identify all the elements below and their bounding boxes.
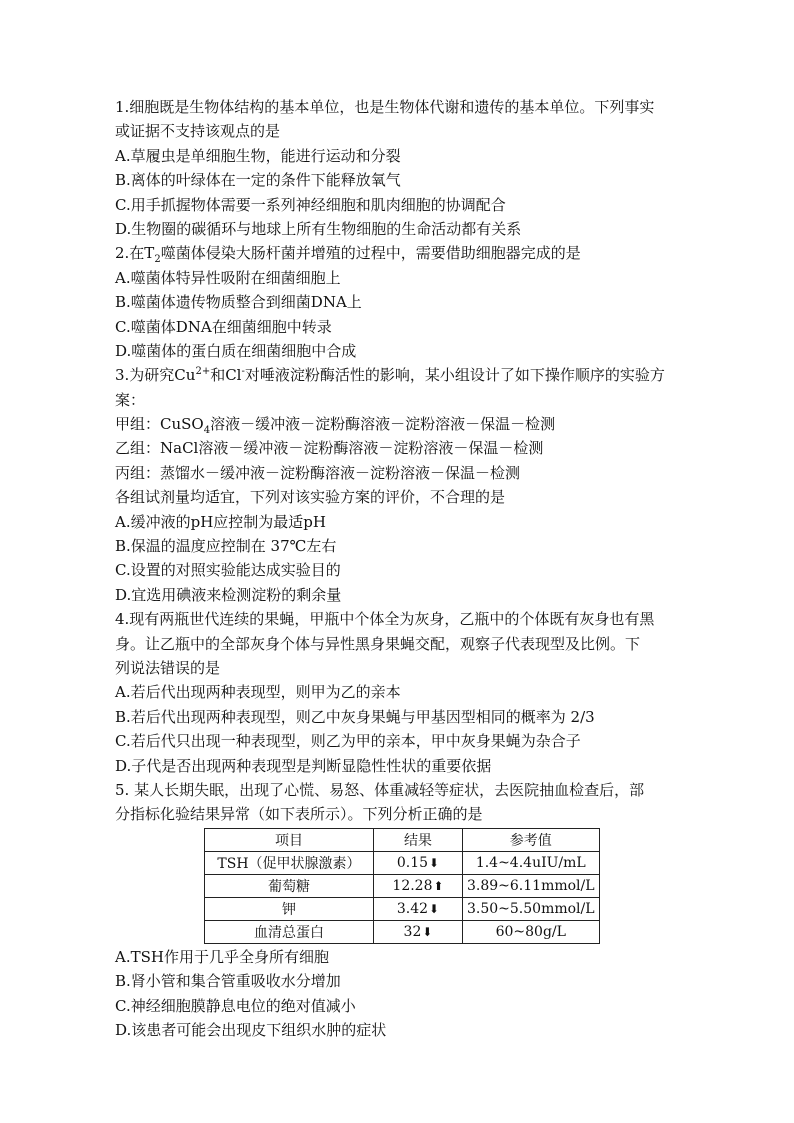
question-2-stem-pre: 2.在T — [115, 244, 155, 263]
question-3-group-1-b: 溶液－缓冲液－淀粉酶溶液－淀粉溶液－保温－检测 — [210, 415, 556, 434]
lab-results-table — [204, 828, 600, 944]
question-3-option-d[interactable]: D.宜选用碘液来检测淀粉的剩余量 — [115, 585, 342, 604]
question-2-option-a[interactable]: A.噬菌体特异性吸附在细菌细胞上 — [115, 268, 341, 287]
lab-cell-reference: 3.89~6.11mmol/L — [463, 874, 600, 897]
question-4-option-d[interactable]: D.子代是否出现两种表现型是判断显隐性性状的重要依据 — [115, 756, 492, 775]
question-5 — [115, 778, 695, 1042]
lab-result-value: 3.42 — [396, 900, 429, 917]
question-2-stem — [115, 241, 695, 265]
question-3-stem-line-1 — [115, 363, 695, 387]
question-3-stem-sup-1: 2+ — [195, 366, 211, 378]
question-2 — [115, 241, 695, 363]
question-2-option-c[interactable]: C.噬菌体DNA在细菌细胞中转录 — [115, 317, 332, 336]
lab-cell-result — [374, 897, 463, 920]
question-1-stem-line-2: 或证据不支持该观点的是 — [115, 122, 281, 141]
lab-result-value: 12.28 — [392, 877, 433, 894]
lab-cell-reference: 1.4~4.4uIU/mL — [463, 851, 600, 874]
question-4-option-b[interactable]: B.若后代出现两种表现型，则乙中灰身果蝇与甲基因型相同的概率为 2/3 — [115, 707, 595, 726]
question-3-group-3: 丙组：蒸馏水－缓冲液－淀粉酶溶液－淀粉溶液－保温－检测 — [115, 463, 521, 482]
question-3-stem-c: 对唾液淀粉酶活性的影响，某小组设计了如下操作顺序的实验方 — [244, 366, 665, 385]
lab-cell-item: 葡萄糖 — [205, 874, 374, 897]
question-4-option-c[interactable]: C.若后代只出现一种表现型，则乙为甲的亲本，甲中灰身果蝇为杂合子 — [115, 732, 581, 751]
question-1-option-b[interactable]: B.离体的叶绿体在一定的条件下能释放氧气 — [115, 171, 401, 190]
question-5-option-d[interactable]: D.该患者可能会出现皮下组织水肿的症状 — [115, 1020, 387, 1039]
lab-cell-result — [374, 851, 463, 874]
question-3-option-c[interactable]: C.设置的对照实验能达成实验目的 — [115, 561, 341, 580]
question-2-stem-post: 噬菌体侵染大肠杆菌并增殖的过程中，需要借助细胞器完成的是 — [160, 244, 581, 263]
question-2-option-d[interactable]: D.噬菌体的蛋白质在细菌细胞中合成 — [115, 341, 357, 360]
question-3-stem-sup-2: - — [241, 366, 245, 378]
arrow-down-icon: ⬇ — [422, 924, 433, 939]
arrow-up-icon: ⬆ — [433, 878, 444, 893]
question-5-option-c[interactable]: C.神经细胞膜静息电位的绝对值减小 — [115, 996, 356, 1015]
lab-cell-item: 血清总蛋白 — [205, 920, 374, 943]
lab-cell-reference: 3.50~5.50mmol/L — [463, 897, 600, 920]
question-1 — [115, 95, 695, 241]
question-4-stem-line-3: 列说法错误的是 — [115, 658, 221, 677]
lab-header-reference: 参考值 — [463, 828, 600, 851]
question-1-option-a[interactable]: A.草履虫是单细胞生物，能进行运动和分裂 — [115, 146, 401, 165]
table-row — [205, 874, 600, 897]
lab-header-result: 结果 — [374, 828, 463, 851]
table-row — [205, 897, 600, 920]
question-5-option-a[interactable]: A.TSH作用于几乎全身所有细胞 — [115, 947, 329, 966]
arrow-down-icon: ⬇ — [429, 901, 440, 916]
question-5-option-b[interactable]: B.肾小管和集合管重吸收水分增加 — [115, 972, 341, 991]
lab-header-item: 项目 — [205, 828, 374, 851]
question-5-stem-line-1: 5. 某人长期失眠，出现了心慌、易怒、体重减轻等症状，去医院抽血检查后，部 — [115, 780, 645, 799]
question-5-stem-line-2: 分指标化验结果异常（如下表所示）。下列分析正确的是 — [115, 805, 483, 824]
question-4 — [115, 607, 695, 778]
question-2-option-b[interactable]: B.噬菌体遗传物质整合到细菌DNA上 — [115, 293, 362, 312]
lab-cell-result — [374, 874, 463, 897]
question-4-stem-line-1: 4.现有两瓶世代连续的果蝇，甲瓶中个体全为灰身，乙瓶中的个体既有灰身也有黑 — [115, 610, 655, 629]
lab-cell-item: TSH（促甲状腺激素） — [205, 851, 374, 874]
lab-cell-reference: 60~80g/L — [463, 920, 600, 943]
question-3-group-1 — [115, 412, 695, 436]
lab-table-header-row — [205, 828, 600, 851]
question-2-stem-sub: 2 — [154, 254, 161, 266]
lab-result-value: 0.15 — [396, 854, 429, 871]
question-1-option-d[interactable]: D.生物圈的碳循环与地球上所有生物细胞的生命活动都有关系 — [115, 219, 522, 238]
lab-cell-result — [374, 920, 463, 943]
question-3-group-2: 乙组：NaCl溶液－缓冲液－淀粉酶溶液－淀粉溶液－保温－检测 — [115, 439, 544, 458]
question-3-stem-line-2: 案： — [115, 390, 146, 409]
question-3-group-1-a: 甲组：CuSO — [115, 415, 204, 434]
table-row — [205, 851, 600, 874]
question-3 — [115, 363, 695, 607]
question-3-stem-b: 和Cl — [210, 366, 242, 385]
question-4-option-a[interactable]: A.若后代出现两种表现型，则甲为乙的亲本 — [115, 683, 401, 702]
lab-cell-item: 钾 — [205, 897, 374, 920]
question-3-option-a[interactable]: A.缓冲液的pH应控制为最适pH — [115, 512, 326, 531]
exam-page — [115, 95, 695, 1042]
question-3-stem-a: 3.为研究Cu — [115, 366, 196, 385]
question-1-stem-line-1: 1.细胞既是生物体结构的基本单位，也是生物体代谢和遗传的基本单位。下列事实 — [115, 98, 655, 116]
question-3-group-1-sub: 4 — [203, 425, 211, 437]
question-4-stem-line-2: 身。让乙瓶中的全部灰身个体与异性黑身果蝇交配，观察子代表现型及比例。下 — [115, 634, 641, 653]
arrow-down-icon: ⬇ — [429, 855, 440, 870]
question-3-ask: 各组试剂量均适宜，下列对该实验方案的评价，不合理的是 — [115, 488, 506, 507]
lab-result-value: 32 — [403, 923, 422, 940]
question-3-option-b[interactable]: B.保温的温度应控制在 37℃左右 — [115, 537, 337, 556]
table-row — [205, 920, 600, 943]
question-1-option-c[interactable]: C.用手抓握物体需要一系列神经细胞和肌肉细胞的协调配合 — [115, 195, 506, 214]
